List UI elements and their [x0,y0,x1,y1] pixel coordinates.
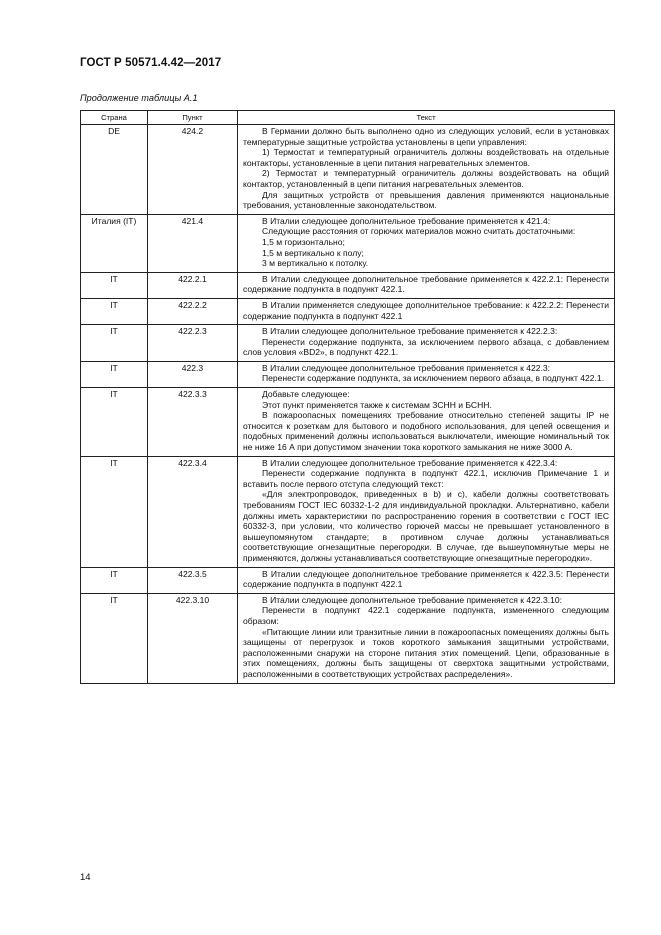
text-cell [238,361,615,387]
paragraph: В Италии следующее дополнительное требование применяется к 421.4: [262,215,551,226]
paragraph: Следующие расстояния от горючих материалов можно считать достаточными: [262,226,576,237]
paragraph: В Италии следующее дополнительное требование применяется к 422.3.4: [262,457,558,468]
header-clause: Пункт [148,111,238,125]
paragraph: В Италии применяется следующее дополнительное требование: к 422.2.2: Перенести содержание подпункта в подпункт 422.1 [243,299,609,321]
paragraph: Перенести содержание подпункта, за исключением первого абзаца, в подпункт 422.1. [262,373,605,384]
table-row [81,361,615,387]
text-cell [238,125,615,215]
clause-cell: 422.2.1 [148,272,238,298]
country-cell: IT [81,361,148,387]
text-cell [238,272,615,298]
paragraph: В Италии следующее дополнительное требования применяется к 422.3: [262,362,551,373]
clause-cell: 422.2.2 [148,298,238,324]
table-row [81,456,615,567]
paragraph: 1) Термостат и температурный ограничитель должны воздействовать на отдельные контакторы, установленные в цепи питания нагревательных элементов. [243,147,609,168]
country-cell: IT [81,456,148,567]
paragraph: В Италии следующее дополнительное требование применяется к 422.3.5: Перенести содержание подпункта в подпункт 422.1 [243,568,609,590]
clause-cell: 422.3 [148,361,238,387]
table-row [81,272,615,298]
clause-cell: 422.3.5 [148,567,238,593]
paragraph: В пожароопасных помещениях требование относительно степеней защиты IP не относится к розеткам для бытового и подобного использования, для цепей освещения и подобных применений должны использоваться выключатели, имеющие номинальный ток не ниже 16 А при допустимом значении тока короткого замыкания не ниже 3000 А. [243,410,609,453]
clause-cell: 421.4 [148,214,238,272]
paragraph: В Италии следующее дополнительное требование применяется к 422.3.10: [262,594,563,605]
country-cell: Италия (IT) [81,214,148,272]
clause-cell: 424.2 [148,125,238,215]
clause-cell: 422.3.4 [148,456,238,567]
country-cell: IT [81,388,148,457]
list-item: 1,5 м горизонтально; [262,236,345,247]
paragraph: Перенести содержание подпункта в подпункт 422.1, исключив Примечание 1 и вставить после первого отступа следующий текст: [243,468,609,489]
paragraph: В Италии следующее дополнительное требование применяется к 422.2.1: Перенести содержание подпункта в подпункт 422.1. [243,273,609,295]
table-continuation-caption: Продолжение таблицы А.1 [80,93,198,103]
clause-cell: 422.3.3 [148,388,238,457]
document-code: ГОСТ Р 50571.4.42—2017 [80,57,222,69]
country-cell: IT [81,567,148,593]
paragraph: Перенести содержание подпункта, за исключением первого абзаца, с добавлением слов условия «BD2», в подпункт 422.1. [243,336,609,358]
table-header-row [81,111,615,125]
clause-cell: 422.3.10 [148,593,238,683]
table-row [81,298,615,324]
header-country: Страна [81,111,148,125]
text-cell [238,325,615,362]
text-cell [238,567,615,593]
text-cell [238,214,615,272]
list-item: 1,5 м вертикально к полу; [262,247,364,258]
country-cell: IT [81,272,148,298]
page-number: 14 [80,872,91,883]
table-row [81,214,615,272]
text-cell [238,456,615,567]
list-item: 3 м вертикально к потолку. [262,258,369,269]
paragraph: В Германии должно быть выполнено одно из следующих условий, если в установках температурные защитные устройства установлены в цепи управления: [243,126,609,147]
text-cell [238,593,615,683]
country-cell: IT [81,593,148,683]
text-cell [238,298,615,324]
deviations-table [80,110,615,684]
table-row [81,567,615,593]
country-cell: IT [81,325,148,362]
table-row [81,325,615,362]
table-row [81,593,615,683]
table-row [81,125,615,215]
text-cell [238,388,615,457]
paragraph: «Питающие линии или транзитные линии в пожароопасных помещениях должны быть защищены от перегрузок и токов короткого замыкания защитными устройствами, расположенными снаружи на стороне питания этих помещений. Цепи, образованные в этих помещениях, должны быть защищены от сверхтока защитными устройствами, расположенными в соответствующих устройствах распределения». [243,626,609,679]
table-row [81,388,615,457]
paragraph: 2) Термостат и температурный ограничитель должны воздействовать на общий контактор, установленный в цепи питания нагревательных элементов. [243,168,609,189]
clause-cell: 422.2.3 [148,325,238,362]
country-cell: DE [81,125,148,215]
country-cell: IT [81,298,148,324]
paragraph: Для защитных устройств от превышения давления применяются национальные требования, установленные законодательством. [243,189,609,211]
paragraph: «Для электропроводок, приведенных в b) и с), кабели должны соответствовать требованиям ГОСТ IEC 60332-1-2 для индивидуальной прокладки. Альтернативно, кабели должны иметь характеристики по распространению горения в соответствии с ГОСТ IEC 60332-3, при условии, что количество горючей массы не превышает установленного в вышеупомянутом стандарте; в противном случае должны устанавливаться соответствующие огнезащитные перегородки. В случае, где вышеупомянутые меры не применяются, должны устанавливаться соответствующие огнезащитные перегородки». [243,489,609,563]
paragraph: Добавьте следующее: [262,389,350,400]
paragraph: Этот пункт применяется также к системам ЗСНН и БСНН. [262,399,492,410]
paragraph: В Италии следующее дополнительное требование применяется к 422.2.3: [262,326,558,337]
paragraph: Перенести в подпункт 422.1 содержание подпункта, измененного следующим образом: [243,605,609,626]
header-text: Текст [238,111,615,125]
